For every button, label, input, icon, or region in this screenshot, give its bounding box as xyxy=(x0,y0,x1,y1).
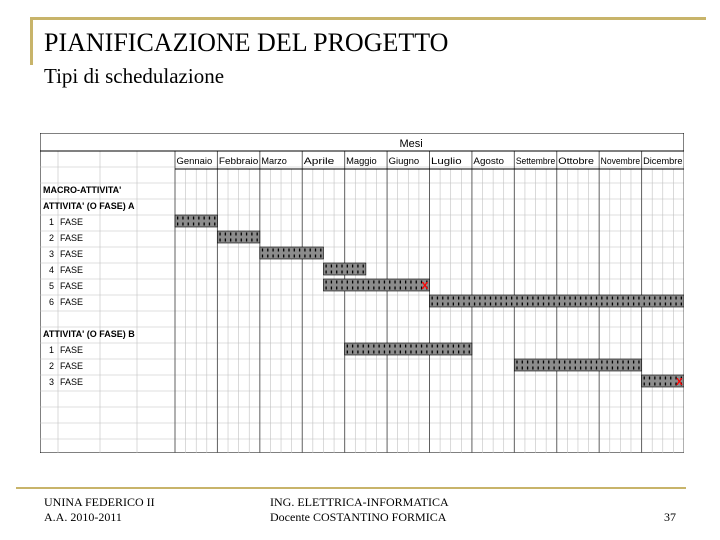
gantt-bar xyxy=(323,279,429,291)
gantt-bar xyxy=(430,295,685,307)
months-header: Mesi xyxy=(399,138,423,150)
row-number: 6 xyxy=(48,297,54,307)
row-label: FASE xyxy=(60,361,84,371)
gantt-bar-fill xyxy=(430,295,685,307)
gantt-frame xyxy=(40,133,684,453)
row-label: FASE xyxy=(60,345,84,355)
row-number: 2 xyxy=(48,361,54,371)
frame-bottom-rule xyxy=(16,487,686,489)
row-number: 3 xyxy=(48,377,54,387)
row-label: FASE xyxy=(60,249,84,259)
slide-title: PIANIFICAZIONE DEL PROGETTO xyxy=(44,28,449,57)
month-label: Febbraio xyxy=(218,156,259,166)
footer-department: ING. ELETTRICA-INFORMATICA xyxy=(270,495,449,509)
row-number: 1 xyxy=(48,345,54,355)
footer-academic-year: A.A. 2010-2011 xyxy=(44,510,122,524)
month-label: Aprile xyxy=(303,156,335,166)
gantt-chart xyxy=(40,133,684,453)
row-heading: MACRO-ATTIVITA' xyxy=(43,185,122,195)
month-label: Novembre xyxy=(600,156,641,166)
gantt-bar xyxy=(514,359,641,371)
row-label: FASE xyxy=(60,297,84,307)
row-number: 2 xyxy=(48,233,54,243)
page-number: 37 xyxy=(664,510,676,524)
frame-left-rule xyxy=(30,17,33,65)
row-label: FASE xyxy=(60,217,84,227)
footer-institution xyxy=(44,495,155,525)
gantt-bar-fill xyxy=(323,279,429,291)
gantt-bar-fill xyxy=(323,263,365,275)
slide-subtitle: Tipi di schedulazione xyxy=(44,64,225,88)
row-label: FASE xyxy=(60,377,84,387)
footer-course xyxy=(270,495,449,525)
gantt-bar-fill xyxy=(260,247,324,259)
gantt-bar xyxy=(175,215,217,227)
row-number: 4 xyxy=(48,265,54,275)
row-number: 5 xyxy=(48,281,54,291)
month-label: Luglio xyxy=(431,156,462,166)
gantt-bar-fill xyxy=(217,231,259,243)
row-heading: ATTIVITA' (O FASE) A xyxy=(43,201,135,211)
month-label: Maggio xyxy=(346,156,377,166)
gantt-bar-fill xyxy=(175,215,217,227)
footer-university: UNINA FEDERICO II xyxy=(44,495,155,509)
gantt-bar xyxy=(345,343,472,355)
deadline-marker: X xyxy=(421,281,429,292)
month-label: Settembre xyxy=(515,156,556,166)
row-label: FASE xyxy=(60,233,84,243)
gantt-bar xyxy=(260,247,324,259)
row-label: FASE xyxy=(60,281,84,291)
deadline-marker: X xyxy=(676,377,683,388)
gantt-bar xyxy=(217,231,259,243)
month-label: Gennaio xyxy=(176,156,213,166)
month-label: Dicembre xyxy=(643,156,683,166)
row-number: 3 xyxy=(48,249,54,259)
gantt-bar xyxy=(323,263,365,275)
row-heading: ATTIVITA' (O FASE) B xyxy=(43,329,135,339)
month-label: Giugno xyxy=(388,156,420,166)
month-label: Ottobre xyxy=(558,156,594,166)
month-label: Agosto xyxy=(473,156,505,166)
row-label: FASE xyxy=(60,265,84,275)
footer-teacher: Docente COSTANTINO FORMICA xyxy=(270,510,447,524)
row-number: 1 xyxy=(48,217,54,227)
month-label: Marzo xyxy=(261,156,287,166)
frame-top-rule xyxy=(30,17,706,20)
